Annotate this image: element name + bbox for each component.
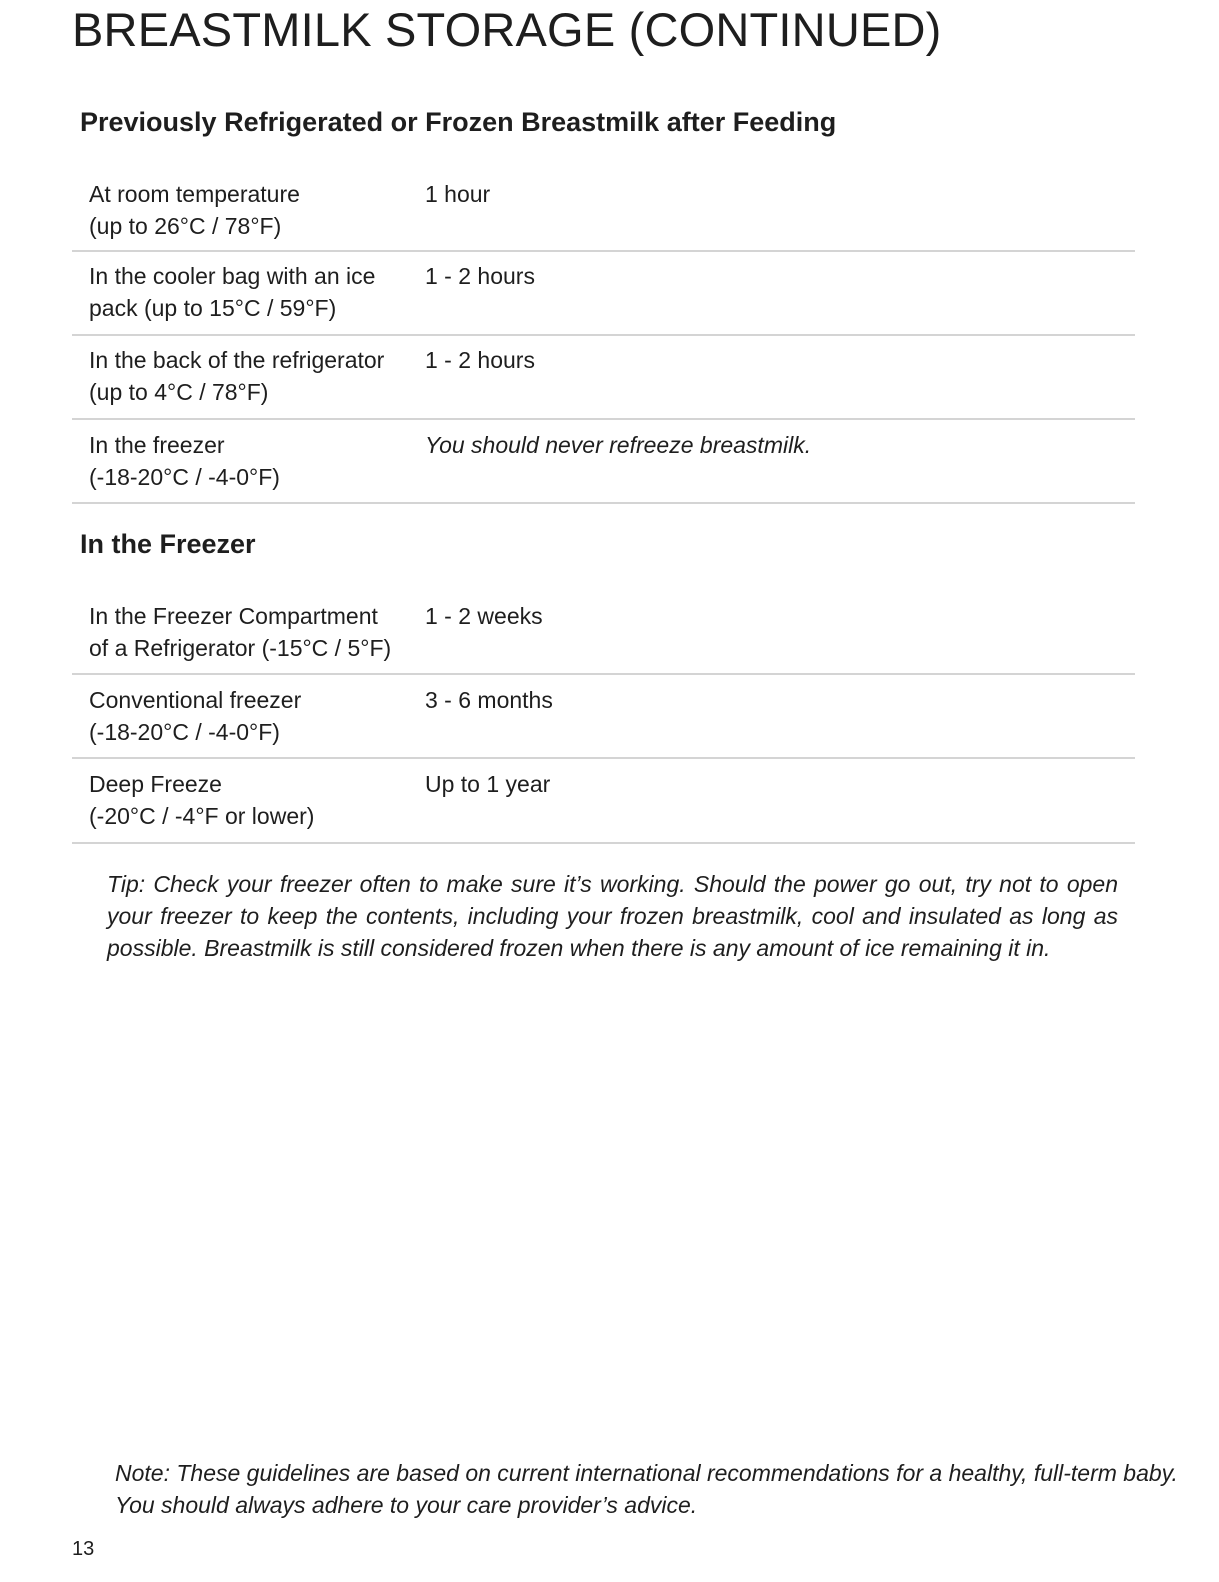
note-line: Note: These guidelines are based on current international recommendations for a healthy, full-term baby. <box>115 1460 1178 1486</box>
table-row <box>72 600 1135 675</box>
row-label-line: In the back of the refrigerator <box>89 347 385 373</box>
table-row <box>72 336 1135 420</box>
row-value: 1 - 2 hours <box>425 347 535 373</box>
page-title: BREASTMILK STORAGE (CONTINUED) <box>72 3 942 56</box>
row-label-line: Deep Freeze <box>89 771 222 797</box>
row-label <box>72 768 425 842</box>
table-row <box>72 178 1135 252</box>
storage-table-after-feeding <box>72 178 1135 504</box>
section-heading-refrigerated: Previously Refrigerated or Frozen Breastmilk after Feeding <box>80 107 837 137</box>
row-value: 3 - 6 months <box>425 687 553 713</box>
table-row <box>72 252 1135 336</box>
row-label <box>72 260 425 334</box>
row-label-line: (-18-20°C / -4-0°F) <box>89 719 280 745</box>
row-label <box>72 429 425 502</box>
row-label-line: At room temperature <box>89 181 300 207</box>
row-label-line: pack (up to 15°C / 59°F) <box>89 295 337 321</box>
note-line: You should always adhere to your care provider’s advice. <box>115 1492 698 1518</box>
row-label-line: In the Freezer Compartment <box>89 603 378 629</box>
row-value: Up to 1 year <box>425 771 551 797</box>
row-value: You should never refreeze breastmilk. <box>425 432 812 458</box>
row-label <box>72 684 425 757</box>
row-value: 1 hour <box>425 181 491 207</box>
table-row <box>72 675 1135 759</box>
table-row <box>72 759 1135 844</box>
row-label-line: of a Refrigerator (-15°C / 5°F) <box>89 635 392 661</box>
row-value: 1 - 2 hours <box>425 263 535 289</box>
tip-text: Tip: Check your freezer often to make sure it’s working. Should the power go out, try not to open your freezer to keep the contents, including your frozen breastmilk, cool and insulated as long as possible. Breastmilk is still considered frozen when there is any amount of ice remaining it in. <box>107 871 1118 961</box>
row-label-line: (-20°C / -4°F or lower) <box>89 803 315 829</box>
row-label <box>72 178 425 250</box>
row-label-line: (up to 26°C / 78°F) <box>89 213 282 239</box>
row-label-line: (-18-20°C / -4-0°F) <box>89 464 280 490</box>
row-label-line: Conventional freezer <box>89 687 302 713</box>
storage-table-freezer <box>72 600 1135 844</box>
table-row <box>72 420 1135 504</box>
row-label <box>72 344 425 418</box>
note-text <box>115 1457 1178 1521</box>
row-label-line: (up to 4°C / 78°F) <box>89 379 269 405</box>
row-label <box>72 600 425 673</box>
row-label-line: In the cooler bag with an ice <box>89 263 376 289</box>
row-label-line: In the freezer <box>89 432 225 458</box>
section-heading-freezer: In the Freezer <box>80 529 256 559</box>
page-number: 13 <box>72 1538 95 1560</box>
row-value: 1 - 2 weeks <box>425 603 543 629</box>
